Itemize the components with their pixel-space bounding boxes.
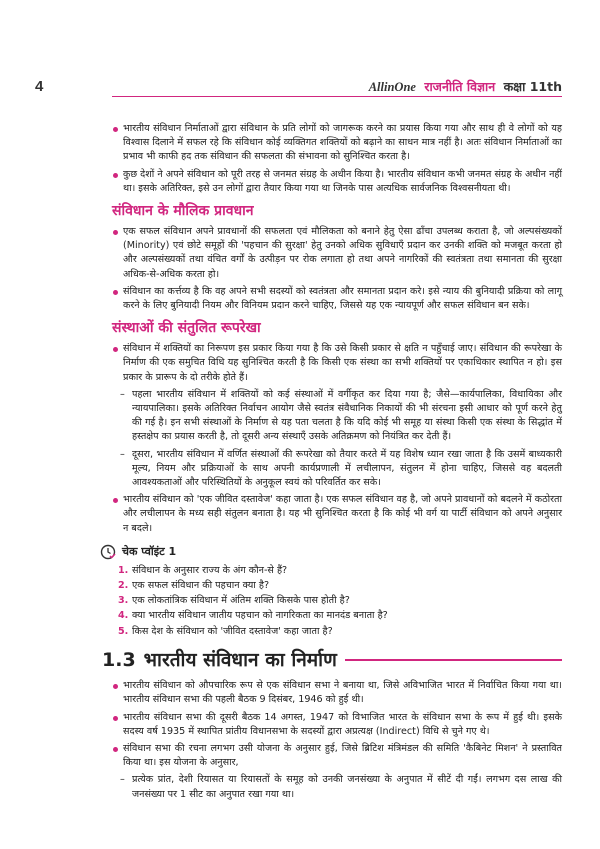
brand-name: AllinOne [368, 80, 416, 94]
question-number: 2. [118, 580, 129, 592]
question-text: क्या भारतीय संविधान जातीय पहचान को नागरिकता का मानदंड बनाता है? [132, 610, 388, 622]
sub-point [112, 773, 562, 801]
heading-rule [345, 659, 562, 661]
clock-check-icon [100, 544, 116, 560]
section-heading: संस्थाओं की संतुलित रूपरेखा [112, 320, 261, 337]
checkpoint-title: चेक प्वॉइंट 1 [122, 544, 177, 558]
list-item [112, 579, 562, 593]
bullet-paragraph: एक सफल संविधान अपने प्रावधानों की सफलता एवं मौलिकता को बनाने हेतु ऐसा ढाँचा उपलब्ध कराता है, जो अल्पसंख्यकों (Minority) एवं छोटे समूहों की 'पहचान की सुरक्षा' हेतु उनको अधिक सुविधाएँ प्रदान कर उनकी शक्ति को मजबूत करता हो और अल्पसंख्यकों तथा वंचित वर्गों के उत्पीड़न पर रोक लगाता हो तथा अपने नागरिकों की स्वतंत्रता तथा समानता की सुरक्षा अधिक-से-अधिक करता हो। [112, 225, 562, 282]
question-number: 1. [118, 564, 129, 576]
header-rule [112, 96, 562, 97]
question-number: 3. [118, 595, 129, 607]
sub-point-text: दूसरा, भारतीय संविधान में वर्णित संस्थाओं की रूपरेखा को तैयार करते में यह विशेष ध्यान रखा जाता है कि उसमें बाध्यकारी मूल्य, नियम और प्रक्रियाओं के साथ अपनी कार्यप्रणाली में लचीलापन, संतुलन में होना चाहिए, जिससे वह बदलती आवश्यकताओं और परिस्थितियों के अनुकूल स्वयं को परिवर्तित कर सके। [132, 448, 562, 489]
section-heading: संविधान के मौलिक प्रावधान [112, 203, 254, 220]
bullet-paragraph: संविधान का कर्त्तव्य है कि वह अपने सभी सदस्यों को स्वतंत्रता और समानता प्रदान करे। इसे न्याय की बुनियादी प्रक्रिया को लागू करने के लिए बुनियादी नियम और विनियम प्रदान करने चाहिए, जिससे यह एक न्यायपूर्ण और सफल संविधान बन सके। [112, 285, 562, 313]
sub-point [112, 388, 562, 445]
page-content [102, 122, 562, 805]
bullet-paragraph: भारतीय संविधान सभा की दूसरी बैठक 14 अगस्त, 1947 को विभाजित भारत के संविधान सभा के रूप में हुई थी। इसके सदस्य वर्ष 1935 में स्थापित प्रांतीय विधानसभा के सदस्यों द्वारा अप्रत्यक्ष (Indirect) विधि से चुने गए थे। [112, 711, 562, 739]
question-text: एक लोकतांत्रिक संविधान में अंतिम शक्ति किसके पास होती है? [132, 595, 350, 607]
sub-point [112, 448, 562, 491]
question-number: 4. [118, 610, 129, 622]
question-text: किस देश के संविधान को 'जीवित दस्तावेज' कहा जाता है? [132, 625, 333, 637]
section-number: 1.3 [102, 648, 136, 671]
bullet-paragraph: संविधान सभा की रचना लगभग उसी योजना के अनुसार हुई, जिसे ब्रिटिश मंत्रिमंडल की समिति 'कैबिनेट मिशन' ने प्रस्तावित किया था। इस योजना के अनुसार, [112, 742, 562, 770]
question-number: 5. [118, 625, 129, 637]
page-number: 4 [35, 78, 44, 95]
dash-marker: – [120, 388, 125, 400]
list-item [112, 594, 562, 608]
list-item [112, 625, 562, 639]
bullet-paragraph: भारतीय संविधान को औपचारिक रूप से एक संविधान सभा ने बनाया था, जिसे अविभाजित भारत में निर्वाचित किया गया था। भारतीय संविधान सभा की पहली बैठक 9 दिसंबर, 1946 को हुई थी। [112, 679, 562, 707]
dash-marker: – [120, 774, 125, 786]
subject-name: राजनीति विज्ञान [424, 79, 496, 94]
list-item [112, 564, 562, 578]
bullet-paragraph: कुछ देशों ने अपने संविधान को पूरी तरह से जनमत संग्रह के अधीन किया है। भारतीय संविधान कभी जनमत संग्रह के अधीन नहीं था। इसके अतिरिक्त, इसे उन लोगों द्वारा तैयार किया गया था जिनके पास अत्यधिक सार्वजनिक विश्वसनीयता थी। [112, 168, 562, 196]
chapter-section-heading [102, 648, 562, 671]
question-text: संविधान के अनुसार राज्य के अंग कौन-से हैं? [132, 564, 288, 576]
running-header [369, 78, 562, 95]
sub-point-text: प्रत्येक प्रांत, देशी रियासत या रियासतों के समूह को उनकी जनसंख्या के अनुपात में सीटें दी गईं। लगभग दस लाख की जनसंख्या पर 1 सीट का अनुपात रखा गया था। [132, 774, 562, 800]
dash-marker: – [120, 448, 125, 460]
class-label: कक्षा 11th [503, 79, 562, 94]
section-title: भारतीय संविधान का निर्माण [143, 648, 337, 671]
checkpoint-heading [100, 544, 562, 560]
sub-point-text: पहला भारतीय संविधान में शक्तियों को कई संस्थाओं में वर्गीकृत कर दिया गया है; जैसे—कार्यपालिका, विधायिका और न्यायपालिका। इसके अतिरिक्त निर्वाचन आयोग जैसे स्वतंत्र संवैधानिक निकायों की भी संरचना इसी आधार को पूर्ण करने हेतु की गई है। इन सभी संस्थाओं के निर्माण से यह पता चलता है कि यदि कोई भी समूह या संस्था किसी एक संस्था के सिद्धांत में हस्तक्षेप का प्रयास करती है, तो दूसरी अन्य संस्थाएँ उसके अतिक्रमण को नियंत्रित कर देती हैं। [132, 388, 562, 443]
bullet-paragraph: संविधान में शक्तियों का निरूपण इस प्रकार किया गया है कि उसे किसी प्रकार से क्षति न पहुँचाई जाए। संविधान की रूपरेखा के निर्माण की एक समुचित विधि यह सुनिश्चित करती है कि किसी एक संस्था का सभी शक्तियों पर एकाधिकार स्थापित न हो। इस प्रकार के प्रारूप के दो तरीके होते हैं। [112, 342, 562, 385]
list-item [112, 609, 562, 623]
question-text: एक सफल संविधान की पहचान क्या है? [132, 580, 270, 592]
question-list [112, 564, 562, 639]
bullet-paragraph: भारतीय संविधान निर्माताओं द्वारा संविधान के प्रति लोगों को जागरूक करने का प्रयास किया गया और साथ ही वे लोगों को यह विश्वास दिलाने में सफल रहे कि संविधान कोई व्यक्तिगत शक्तियों को बढ़ाने का साधन मात्र नहीं है। अतः संविधान निर्माताओं का प्रभाव भी काफी हद तक संविधान की सफलता की संभावना को सुनिश्चित करता है। [112, 122, 562, 165]
bullet-paragraph: भारतीय संविधान को 'एक जीवित दस्तावेज' कहा जाता है। एक सफल संविधान वह है, जो अपने प्रावधानों को बदलने में कठोरता और लचीलापन के मध्य सही संतुलन बनाता है। यह भी सुनिश्चित करता है कि कोई भी वर्ग या पार्टी संविधान को अपने अनुसार न बदले। [112, 493, 562, 536]
